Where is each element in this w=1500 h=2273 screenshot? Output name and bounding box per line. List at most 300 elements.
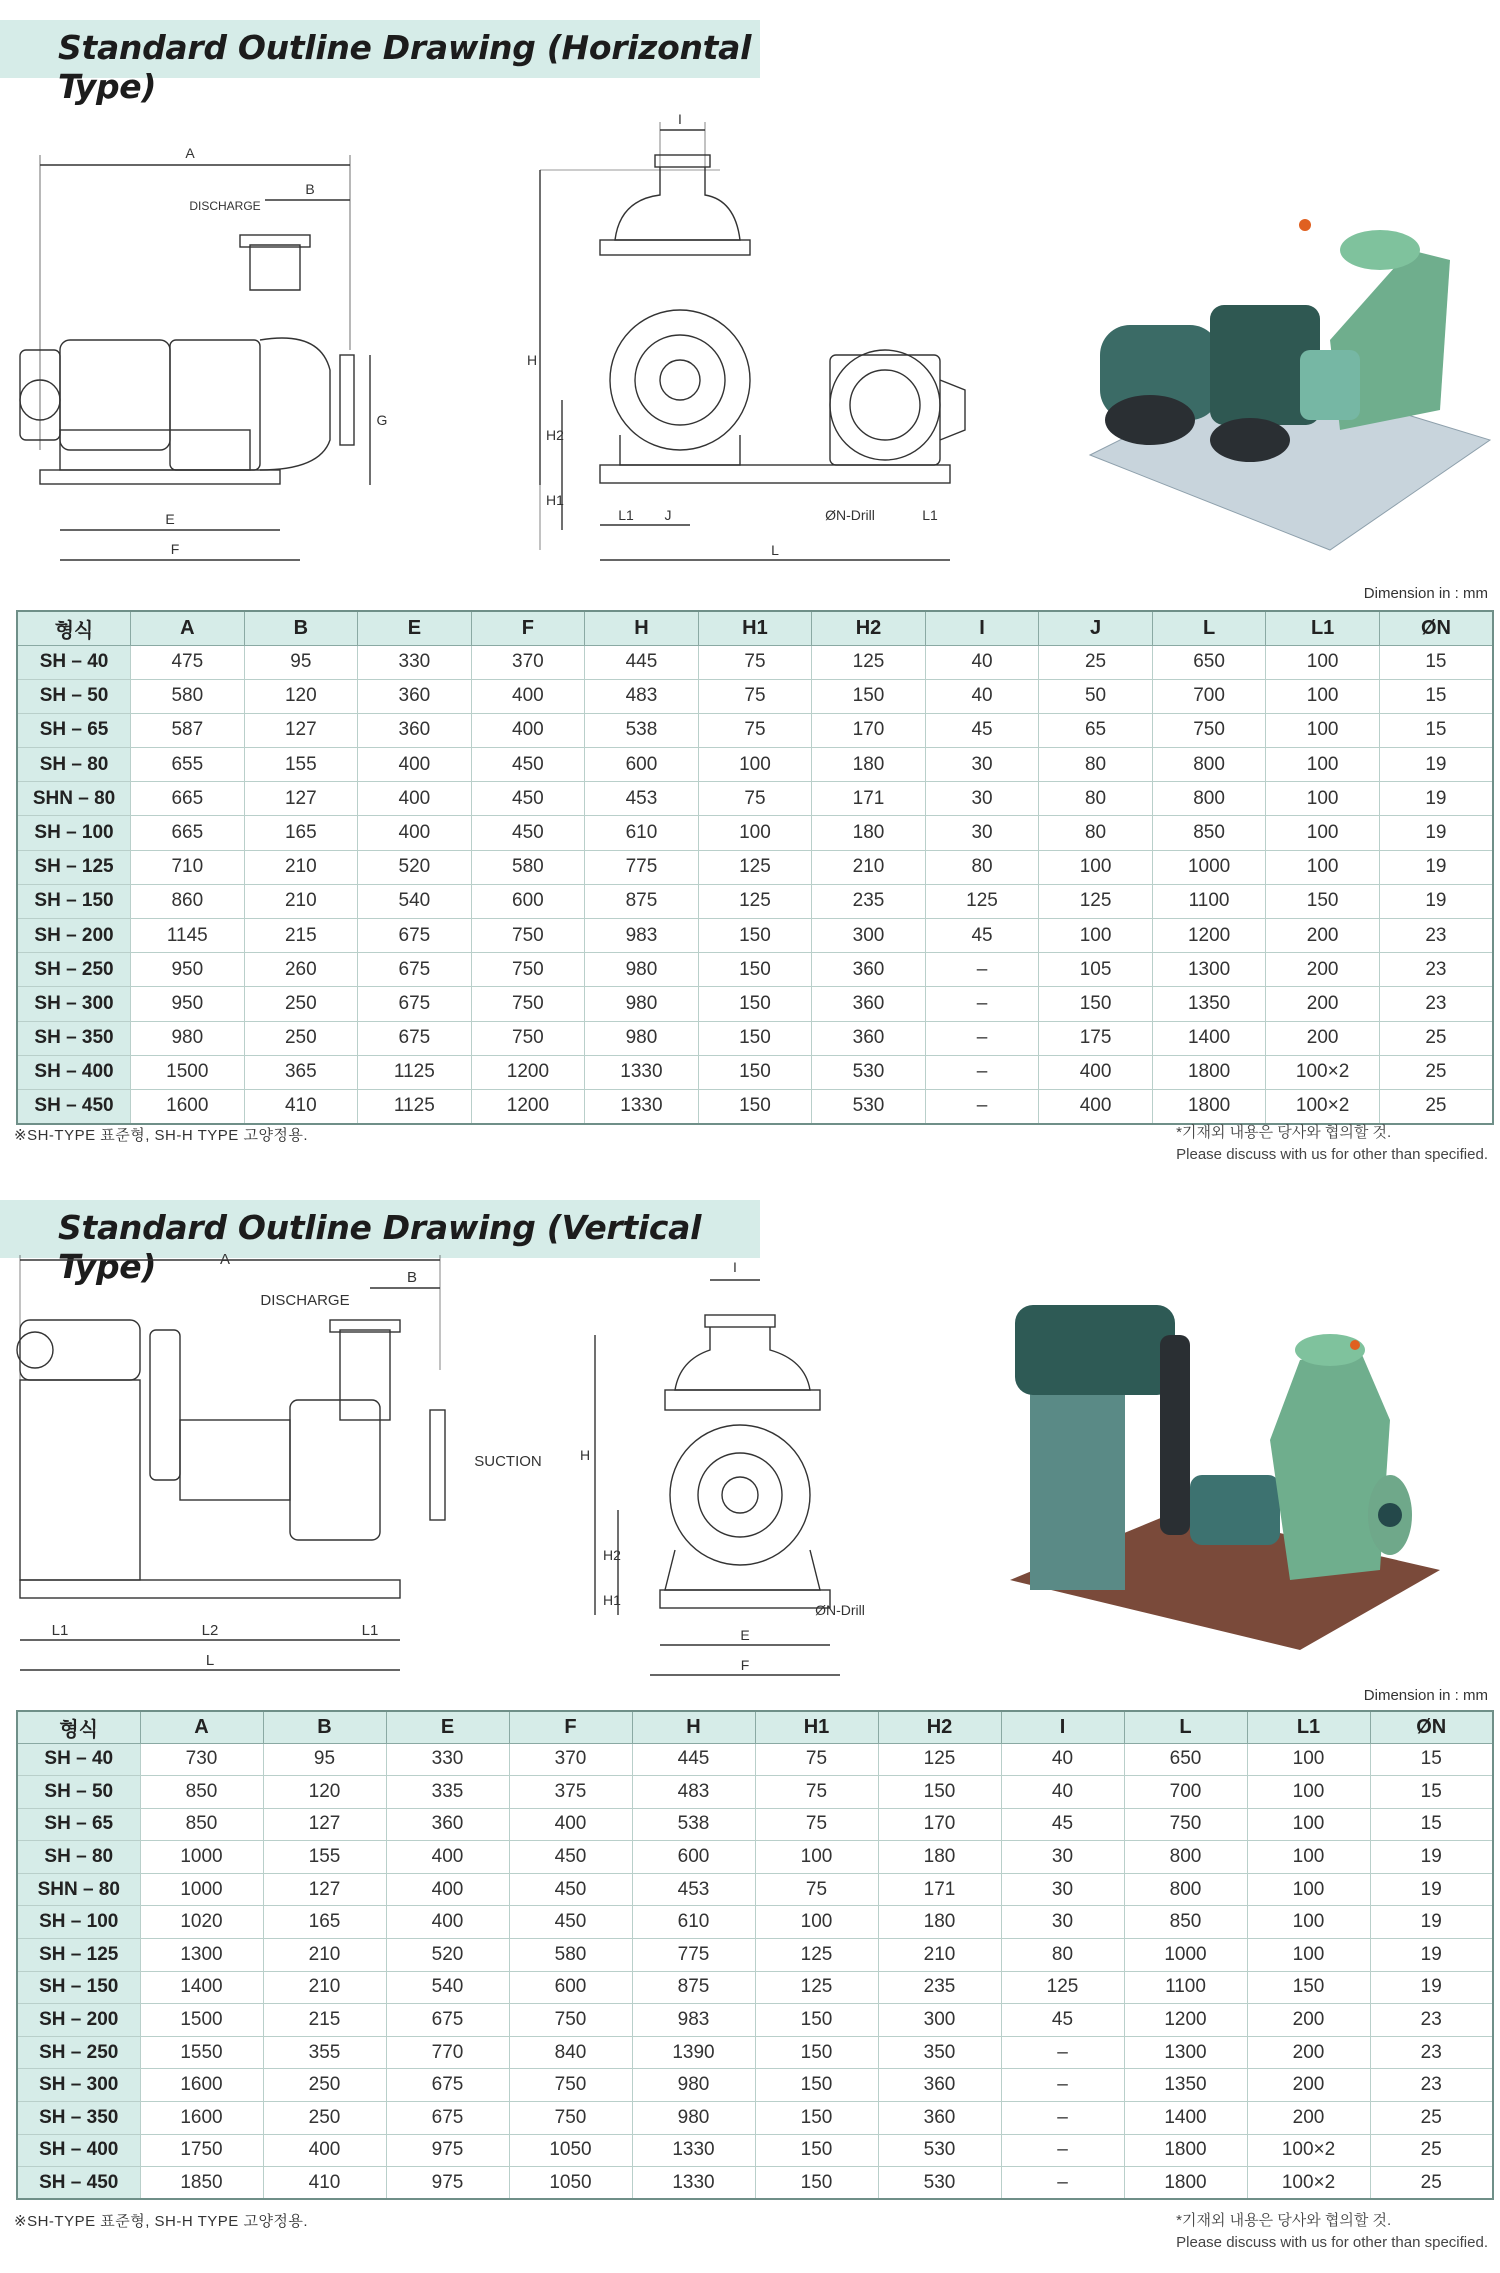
label-h: H bbox=[526, 352, 538, 368]
value-cell: 750 bbox=[509, 2004, 632, 2037]
model-cell: SH – 200 bbox=[17, 919, 131, 953]
value-cell: 30 bbox=[925, 748, 1039, 782]
value-cell: 210 bbox=[244, 884, 358, 918]
value-cell: 100 bbox=[1266, 713, 1380, 747]
value-cell: 410 bbox=[244, 1089, 358, 1123]
value-cell: 25 bbox=[1370, 2102, 1493, 2135]
value-cell: 300 bbox=[878, 2004, 1001, 2037]
header-h1: H1 bbox=[755, 1711, 878, 1743]
model-cell: SH – 100 bbox=[17, 816, 131, 850]
value-cell: 80 bbox=[1001, 1939, 1124, 1972]
model-cell: SH – 250 bbox=[17, 953, 131, 987]
value-cell: 40 bbox=[925, 679, 1039, 713]
label-e: E bbox=[165, 511, 175, 527]
model-cell: SH – 65 bbox=[17, 713, 131, 747]
header-l: L bbox=[1124, 1711, 1247, 1743]
value-cell: 450 bbox=[509, 1873, 632, 1906]
value-cell: 125 bbox=[755, 1971, 878, 2004]
value-cell: 665 bbox=[131, 782, 245, 816]
value-cell: 665 bbox=[131, 816, 245, 850]
value-cell: 23 bbox=[1370, 2069, 1493, 2102]
dimension-unit: Dimension in : mm bbox=[1363, 1687, 1488, 1704]
value-cell: 1850 bbox=[140, 2167, 263, 2200]
value-cell: 520 bbox=[386, 1939, 509, 1972]
value-cell: 200 bbox=[1266, 1021, 1380, 1055]
value-cell: 750 bbox=[509, 2069, 632, 2102]
value-cell: 100 bbox=[1039, 850, 1153, 884]
value-cell: 75 bbox=[698, 782, 812, 816]
value-cell: 150 bbox=[698, 1055, 812, 1089]
value-cell: 250 bbox=[244, 1021, 358, 1055]
label-l1-right: L1 bbox=[361, 1622, 379, 1639]
model-cell: SH – 50 bbox=[17, 679, 131, 713]
value-cell: 100 bbox=[755, 1906, 878, 1939]
value-cell: 1200 bbox=[1152, 919, 1266, 953]
horizontal-front-view bbox=[540, 122, 965, 560]
value-cell: 1330 bbox=[632, 2134, 755, 2167]
model-cell: SH – 80 bbox=[17, 748, 131, 782]
value-cell: – bbox=[925, 987, 1039, 1021]
table-header-row bbox=[17, 611, 1493, 645]
horizontal-spec-table bbox=[16, 610, 1494, 1125]
vertical-pump-render bbox=[1010, 1305, 1440, 1650]
value-cell: 200 bbox=[1266, 953, 1380, 987]
value-cell: 100×2 bbox=[1247, 2134, 1370, 2167]
header-i: I bbox=[925, 611, 1039, 645]
value-cell: 125 bbox=[755, 1939, 878, 1972]
label-discharge: DISCHARGE bbox=[260, 1292, 350, 1309]
value-cell: 875 bbox=[585, 884, 699, 918]
table-row bbox=[17, 816, 1493, 850]
value-cell: 587 bbox=[131, 713, 245, 747]
value-cell: 400 bbox=[358, 816, 472, 850]
value-cell: 850 bbox=[140, 1776, 263, 1809]
value-cell: 750 bbox=[509, 2102, 632, 2135]
value-cell: 1125 bbox=[358, 1089, 472, 1123]
value-cell: 750 bbox=[1152, 713, 1266, 747]
value-cell: 150 bbox=[698, 1021, 812, 1055]
label-b: B bbox=[406, 1269, 418, 1286]
header-øn: ØN bbox=[1370, 1711, 1493, 1743]
section-title-bar bbox=[0, 20, 760, 106]
value-cell: 150 bbox=[1247, 1971, 1370, 2004]
model-cell: SH – 125 bbox=[17, 850, 131, 884]
label-i: I bbox=[678, 111, 682, 127]
header-øn: ØN bbox=[1379, 611, 1493, 645]
value-cell: 125 bbox=[925, 884, 1039, 918]
table-row bbox=[17, 850, 1493, 884]
value-cell: 100 bbox=[1247, 1873, 1370, 1906]
value-cell: – bbox=[1001, 2167, 1124, 2200]
value-cell: 150 bbox=[755, 2069, 878, 2102]
value-cell: 1350 bbox=[1152, 987, 1266, 1021]
value-cell: 400 bbox=[509, 1808, 632, 1841]
value-cell: 800 bbox=[1124, 1873, 1247, 1906]
value-cell: 520 bbox=[358, 850, 472, 884]
model-cell: SHN – 80 bbox=[17, 782, 131, 816]
model-cell: SH – 65 bbox=[17, 1808, 140, 1841]
value-cell: 75 bbox=[755, 1743, 878, 1776]
label-h: H bbox=[579, 1447, 591, 1463]
value-cell: 200 bbox=[1247, 2069, 1370, 2102]
value-cell: 19 bbox=[1370, 1906, 1493, 1939]
header-model: 형식 bbox=[17, 611, 131, 645]
value-cell: 1300 bbox=[140, 1939, 263, 1972]
value-cell: 1500 bbox=[140, 2004, 263, 2037]
value-cell: 30 bbox=[1001, 1841, 1124, 1874]
value-cell: 300 bbox=[812, 919, 926, 953]
value-cell: 210 bbox=[263, 1939, 386, 1972]
table-row bbox=[17, 1808, 1493, 1841]
value-cell: 75 bbox=[698, 679, 812, 713]
value-cell: 1330 bbox=[632, 2167, 755, 2200]
value-cell: 1000 bbox=[1124, 1939, 1247, 1972]
value-cell: 100 bbox=[1266, 782, 1380, 816]
section-title: Standard Outline Drawing (Vertical Type) bbox=[58, 1208, 702, 1286]
horizontal-side-view bbox=[20, 155, 370, 560]
value-cell: 75 bbox=[755, 1776, 878, 1809]
value-cell: 600 bbox=[632, 1841, 755, 1874]
value-cell: 15 bbox=[1379, 679, 1493, 713]
label-g: G bbox=[376, 412, 388, 428]
value-cell: 530 bbox=[878, 2167, 1001, 2200]
value-cell: 15 bbox=[1370, 1743, 1493, 1776]
value-cell: 30 bbox=[1001, 1906, 1124, 1939]
value-cell: 200 bbox=[1266, 919, 1380, 953]
value-cell: 360 bbox=[812, 1021, 926, 1055]
value-cell: 1500 bbox=[131, 1055, 245, 1089]
value-cell: 120 bbox=[244, 679, 358, 713]
value-cell: 215 bbox=[263, 2004, 386, 2037]
model-cell: SH – 400 bbox=[17, 2134, 140, 2167]
label-ndrill: ØN-Drill bbox=[815, 1602, 865, 1618]
value-cell: 80 bbox=[1039, 816, 1153, 850]
value-cell: 365 bbox=[244, 1055, 358, 1089]
value-cell: 125 bbox=[698, 850, 812, 884]
vertical-front-view bbox=[595, 1280, 840, 1675]
header-b: B bbox=[244, 611, 358, 645]
value-cell: 100×2 bbox=[1266, 1089, 1380, 1123]
value-cell: – bbox=[925, 1055, 1039, 1089]
value-cell: 980 bbox=[131, 1021, 245, 1055]
value-cell: 445 bbox=[632, 1743, 755, 1776]
value-cell: 655 bbox=[131, 748, 245, 782]
table-row bbox=[17, 1743, 1493, 1776]
value-cell: 200 bbox=[1247, 2102, 1370, 2135]
header-b: B bbox=[263, 1711, 386, 1743]
value-cell: 75 bbox=[755, 1808, 878, 1841]
value-cell: 127 bbox=[244, 782, 358, 816]
value-cell: 215 bbox=[244, 919, 358, 953]
value-cell: 175 bbox=[1039, 1021, 1153, 1055]
value-cell: 25 bbox=[1370, 2134, 1493, 2167]
vertical-spec-table bbox=[16, 1710, 1494, 2200]
value-cell: 360 bbox=[812, 987, 926, 1021]
label-h1: H1 bbox=[546, 492, 564, 508]
value-cell: 75 bbox=[698, 645, 812, 679]
value-cell: 125 bbox=[878, 1743, 1001, 1776]
model-cell: SHN – 80 bbox=[17, 1873, 140, 1906]
table-row bbox=[17, 2036, 1493, 2069]
value-cell: 105 bbox=[1039, 953, 1153, 987]
dimension-unit: Dimension in : mm bbox=[1363, 585, 1488, 602]
value-cell: 400 bbox=[386, 1906, 509, 1939]
value-cell: 355 bbox=[263, 2036, 386, 2069]
value-cell: 171 bbox=[812, 782, 926, 816]
label-j: J bbox=[664, 507, 672, 523]
table-row bbox=[17, 1089, 1493, 1123]
value-cell: 100×2 bbox=[1266, 1055, 1380, 1089]
value-cell: 250 bbox=[244, 987, 358, 1021]
value-cell: 100 bbox=[1247, 1906, 1370, 1939]
horizontal-pump-render bbox=[1090, 219, 1490, 550]
value-cell: 1330 bbox=[585, 1055, 699, 1089]
value-cell: 200 bbox=[1247, 2036, 1370, 2069]
value-cell: 750 bbox=[471, 987, 585, 1021]
header-i: I bbox=[1001, 1711, 1124, 1743]
value-cell: 1300 bbox=[1124, 2036, 1247, 2069]
value-cell: 975 bbox=[386, 2134, 509, 2167]
header-f: F bbox=[509, 1711, 632, 1743]
table-row bbox=[17, 1841, 1493, 1874]
value-cell: 170 bbox=[812, 713, 926, 747]
value-cell: 540 bbox=[358, 884, 472, 918]
consult-note-ko: *기재외 내용은 당사와 협의할 것. bbox=[1176, 2212, 1392, 2229]
value-cell: 235 bbox=[812, 884, 926, 918]
value-cell: 1100 bbox=[1152, 884, 1266, 918]
value-cell: 650 bbox=[1124, 1743, 1247, 1776]
value-cell: 580 bbox=[131, 679, 245, 713]
value-cell: 150 bbox=[698, 953, 812, 987]
value-cell: 100 bbox=[1266, 816, 1380, 850]
model-cell: SH – 300 bbox=[17, 2069, 140, 2102]
value-cell: 1300 bbox=[1152, 953, 1266, 987]
header-h2: H2 bbox=[878, 1711, 1001, 1743]
value-cell: 330 bbox=[386, 1743, 509, 1776]
value-cell: – bbox=[925, 1021, 1039, 1055]
value-cell: 1050 bbox=[509, 2134, 632, 2167]
value-cell: 19 bbox=[1370, 1939, 1493, 1972]
model-cell: SH – 450 bbox=[17, 2167, 140, 2200]
label-a: A bbox=[219, 1251, 231, 1268]
value-cell: 95 bbox=[244, 645, 358, 679]
value-cell: 600 bbox=[585, 748, 699, 782]
value-cell: – bbox=[925, 953, 1039, 987]
value-cell: 580 bbox=[471, 850, 585, 884]
label-discharge: DISCHARGE bbox=[189, 199, 261, 213]
value-cell: 650 bbox=[1152, 645, 1266, 679]
value-cell: 235 bbox=[878, 1971, 1001, 2004]
value-cell: – bbox=[1001, 2102, 1124, 2135]
value-cell: 30 bbox=[1001, 1873, 1124, 1906]
value-cell: 1600 bbox=[131, 1089, 245, 1123]
value-cell: 675 bbox=[358, 987, 472, 1021]
value-cell: 180 bbox=[812, 816, 926, 850]
label-suction: SUCTION bbox=[474, 1453, 542, 1470]
header-a: A bbox=[140, 1711, 263, 1743]
value-cell: 675 bbox=[386, 2004, 509, 2037]
value-cell: 125 bbox=[698, 884, 812, 918]
consult-note bbox=[1176, 2210, 1488, 2254]
table-row bbox=[17, 2069, 1493, 2102]
value-cell: 980 bbox=[585, 953, 699, 987]
value-cell: 750 bbox=[471, 919, 585, 953]
consult-note bbox=[1176, 1122, 1488, 1166]
value-cell: 45 bbox=[1001, 2004, 1124, 2037]
value-cell: 80 bbox=[1039, 782, 1153, 816]
value-cell: 1000 bbox=[140, 1873, 263, 1906]
value-cell: 19 bbox=[1379, 884, 1493, 918]
value-cell: 250 bbox=[263, 2102, 386, 2135]
value-cell: 150 bbox=[755, 2134, 878, 2167]
value-cell: 127 bbox=[244, 713, 358, 747]
label-l: L bbox=[771, 542, 779, 558]
value-cell: 200 bbox=[1266, 987, 1380, 1021]
value-cell: 675 bbox=[358, 1021, 472, 1055]
value-cell: 450 bbox=[471, 748, 585, 782]
value-cell: 40 bbox=[1001, 1743, 1124, 1776]
model-cell: SH – 200 bbox=[17, 2004, 140, 2037]
value-cell: 483 bbox=[585, 679, 699, 713]
model-cell: SH – 50 bbox=[17, 1776, 140, 1809]
table-row bbox=[17, 1776, 1493, 1809]
value-cell: 150 bbox=[755, 2036, 878, 2069]
value-cell: 400 bbox=[471, 713, 585, 747]
value-cell: 210 bbox=[878, 1939, 1001, 1972]
table-header-row bbox=[17, 1711, 1493, 1743]
value-cell: 260 bbox=[244, 953, 358, 987]
value-cell: 75 bbox=[698, 713, 812, 747]
header-e: E bbox=[358, 611, 472, 645]
value-cell: 360 bbox=[878, 2069, 1001, 2102]
value-cell: 150 bbox=[698, 919, 812, 953]
value-cell: 1125 bbox=[358, 1055, 472, 1089]
value-cell: – bbox=[925, 1089, 1039, 1123]
value-cell: 1800 bbox=[1124, 2134, 1247, 2167]
value-cell: 370 bbox=[471, 645, 585, 679]
value-cell: 150 bbox=[755, 2004, 878, 2037]
label-b: B bbox=[305, 181, 315, 197]
value-cell: 950 bbox=[131, 987, 245, 1021]
header-l1: L1 bbox=[1266, 611, 1380, 645]
value-cell: 1350 bbox=[1124, 2069, 1247, 2102]
value-cell: 45 bbox=[925, 919, 1039, 953]
value-cell: 100 bbox=[1247, 1743, 1370, 1776]
table-row bbox=[17, 1873, 1493, 1906]
table-row bbox=[17, 1055, 1493, 1089]
value-cell: 100 bbox=[1247, 1808, 1370, 1841]
value-cell: 15 bbox=[1379, 713, 1493, 747]
value-cell: 100 bbox=[1266, 748, 1380, 782]
table-row bbox=[17, 679, 1493, 713]
value-cell: 360 bbox=[358, 713, 472, 747]
value-cell: 150 bbox=[698, 987, 812, 1021]
value-cell: 180 bbox=[878, 1841, 1001, 1874]
header-j: J bbox=[1039, 611, 1153, 645]
value-cell: 475 bbox=[131, 645, 245, 679]
table-row bbox=[17, 748, 1493, 782]
value-cell: 100 bbox=[1266, 645, 1380, 679]
value-cell: 95 bbox=[263, 1743, 386, 1776]
header-h: H bbox=[632, 1711, 755, 1743]
value-cell: 350 bbox=[878, 2036, 1001, 2069]
value-cell: 30 bbox=[925, 816, 1039, 850]
type-note: ※SH-TYPE 표준형, SH-H TYPE 고양정용. bbox=[14, 1127, 309, 1144]
value-cell: 750 bbox=[471, 1021, 585, 1055]
model-cell: SH – 125 bbox=[17, 1939, 140, 1972]
header-model: 형식 bbox=[17, 1711, 140, 1743]
value-cell: 171 bbox=[878, 1873, 1001, 1906]
model-cell: SH – 150 bbox=[17, 1971, 140, 2004]
value-cell: 30 bbox=[925, 782, 1039, 816]
value-cell: 980 bbox=[632, 2102, 755, 2135]
table-row bbox=[17, 1971, 1493, 2004]
value-cell: 600 bbox=[471, 884, 585, 918]
value-cell: 200 bbox=[1247, 2004, 1370, 2037]
label-a: A bbox=[185, 145, 195, 161]
type-note: ※SH-TYPE 표준형, SH-H TYPE 고양정용. bbox=[14, 2213, 309, 2230]
value-cell: 400 bbox=[358, 782, 472, 816]
value-cell: – bbox=[1001, 2069, 1124, 2102]
value-cell: 1000 bbox=[1152, 850, 1266, 884]
value-cell: 770 bbox=[386, 2036, 509, 2069]
value-cell: 775 bbox=[585, 850, 699, 884]
value-cell: 80 bbox=[925, 850, 1039, 884]
model-cell: SH – 400 bbox=[17, 1055, 131, 1089]
label-l: L bbox=[205, 1652, 215, 1669]
value-cell: 360 bbox=[358, 679, 472, 713]
label-f: F bbox=[170, 541, 180, 557]
value-cell: 180 bbox=[878, 1906, 1001, 1939]
value-cell: 1330 bbox=[585, 1089, 699, 1123]
label-e: E bbox=[740, 1627, 750, 1643]
model-cell: SH – 40 bbox=[17, 1743, 140, 1776]
value-cell: 1800 bbox=[1152, 1055, 1266, 1089]
value-cell: 150 bbox=[878, 1776, 1001, 1809]
value-cell: 1600 bbox=[140, 2102, 263, 2135]
value-cell: 610 bbox=[585, 816, 699, 850]
value-cell: 983 bbox=[632, 2004, 755, 2037]
value-cell: – bbox=[1001, 2036, 1124, 2069]
value-cell: 1200 bbox=[471, 1055, 585, 1089]
value-cell: 483 bbox=[632, 1776, 755, 1809]
value-cell: 100 bbox=[1266, 679, 1380, 713]
value-cell: 100 bbox=[698, 816, 812, 850]
consult-note-ko: *기재외 내용은 당사와 협의할 것. bbox=[1176, 1124, 1392, 1141]
value-cell: 40 bbox=[1001, 1776, 1124, 1809]
value-cell: 125 bbox=[812, 645, 926, 679]
value-cell: 80 bbox=[1039, 748, 1153, 782]
value-cell: 950 bbox=[131, 953, 245, 987]
value-cell: 980 bbox=[632, 2069, 755, 2102]
section-title: Standard Outline Drawing (Horizontal Type) bbox=[58, 28, 752, 106]
value-cell: 453 bbox=[632, 1873, 755, 1906]
value-cell: 675 bbox=[386, 2069, 509, 2102]
value-cell: 1550 bbox=[140, 2036, 263, 2069]
value-cell: 1400 bbox=[1152, 1021, 1266, 1055]
model-cell: SH – 450 bbox=[17, 1089, 131, 1123]
value-cell: 1020 bbox=[140, 1906, 263, 1939]
table-row bbox=[17, 713, 1493, 747]
value-cell: 370 bbox=[509, 1743, 632, 1776]
value-cell: 15 bbox=[1379, 645, 1493, 679]
header-h2: H2 bbox=[812, 611, 926, 645]
value-cell: 360 bbox=[386, 1808, 509, 1841]
value-cell: 150 bbox=[1039, 987, 1153, 1021]
label-h1: H1 bbox=[603, 1592, 621, 1608]
value-cell: 150 bbox=[812, 679, 926, 713]
value-cell: 675 bbox=[358, 919, 472, 953]
